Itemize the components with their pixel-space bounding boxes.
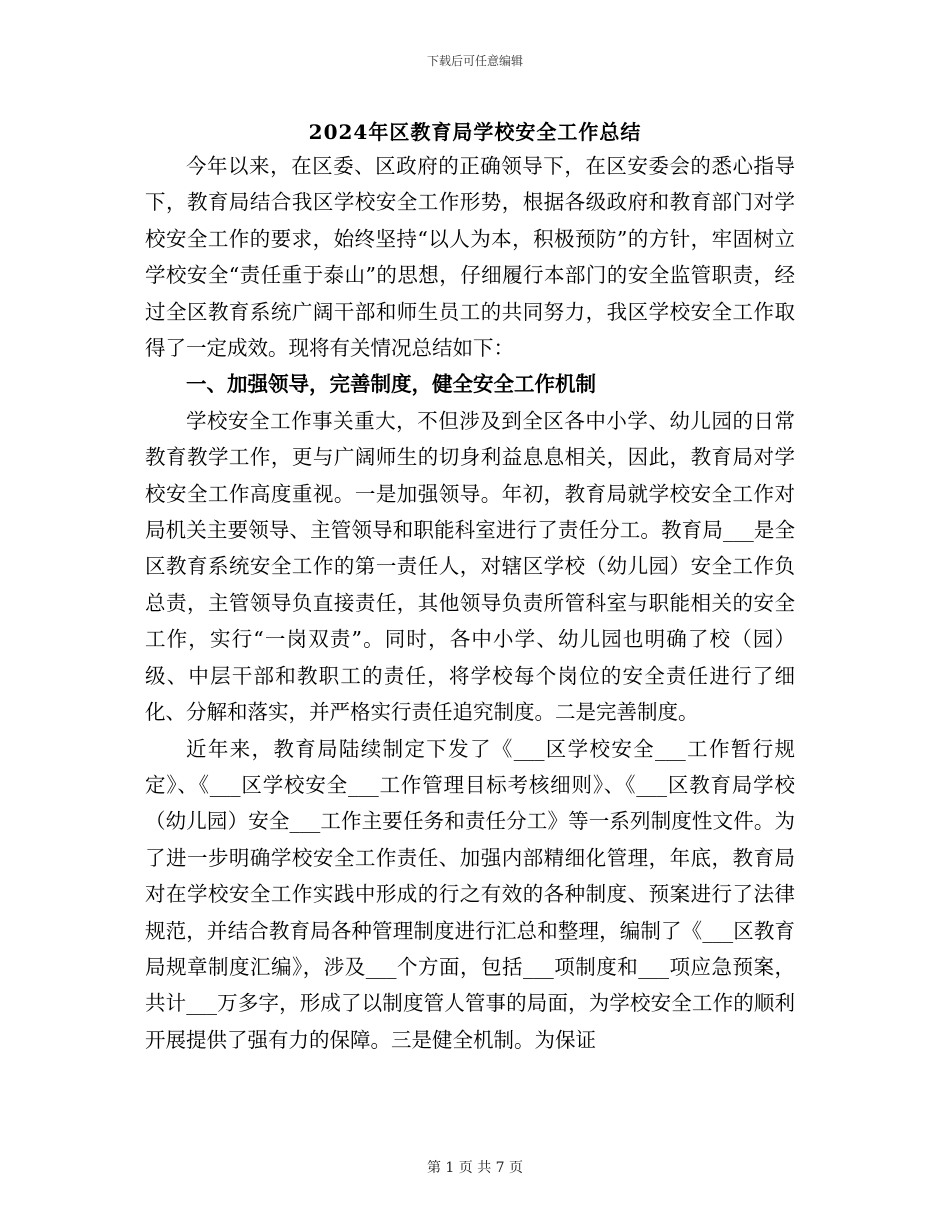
- document-body: [145, 148, 795, 1058]
- section-heading-1: 一、加强领导，完善制度，健全安全工作机制: [186, 372, 596, 397]
- intro-paragraph: 今年以来，在区委、区政府的正确领导下，在区安委会的悉心指导下，教育局结合我区学校安全工作形势，根据各级政府和教育部门对学校安全工作的要求，始终坚持“以人为本，积极预防”的方针，牢固树立学校安全“责任重于泰山”的思想，仔细履行本部门的安全监管职责，经过全区教育系统广阔干部和师生员工的共同努力，我区学校安全工作取得了一定成效。现将有关情况总结如下：: [145, 154, 795, 361]
- download-note: 下载后可任意编辑: [426, 54, 523, 68]
- body-paragraph: 近年来，教育局陆续制定下发了《___区学校安全___工作暂行规定》、《___区学校安全___工作管理目标考核细则》、《___区教育局学校（幼儿园）安全___工作主要任务和责任分工》等一系列制度性文件。为了进一步明确学校安全工作责任、加强内部精细化管理，年底，教育局对在学校安全工作实践中形成的行之有效的各种制度、预案进行了法律规范，并结合教育局各种管理制度进行汇总和整理，编制了《___区教育局规章制度汇编》，涉及___个方面，包括___项制度和___项应急预案，共计___万多字，形成了以制度管人管事的局面，为学校安全工作的顺利开展提供了强有力的保障。三是健全机制。为保证: [145, 736, 795, 1052]
- document-title: 2024年区教育局学校安全工作总结: [308, 120, 642, 144]
- page-number: 第 1 页 共 7 页: [426, 1160, 524, 1176]
- body-paragraph: 学校安全工作事关重大，不但涉及到全区各中小学、幼儿园的日常教育教学工作，更与广阔师生的切身利益息息相关，因此，教育局对学校安全工作高度重视。一是加强领导。年初，教育局就学校安全工作对局机关主要领导、主管领导和职能科室进行了责任分工。教育局___是全区教育系统安全工作的第一责任人，对辖区学校（幼儿园）安全工作负总责，主管领导负直接责任，其他领导负责所管科室与职能相关的安全工作，实行“一岗双责”。同时，各中小学、幼儿园也明确了校（园）级、中层干部和教职工的责任，将学校每个岗位的安全责任进行了细化、分解和落实，并严格实行责任追究制度。二是完善制度。: [145, 408, 795, 725]
